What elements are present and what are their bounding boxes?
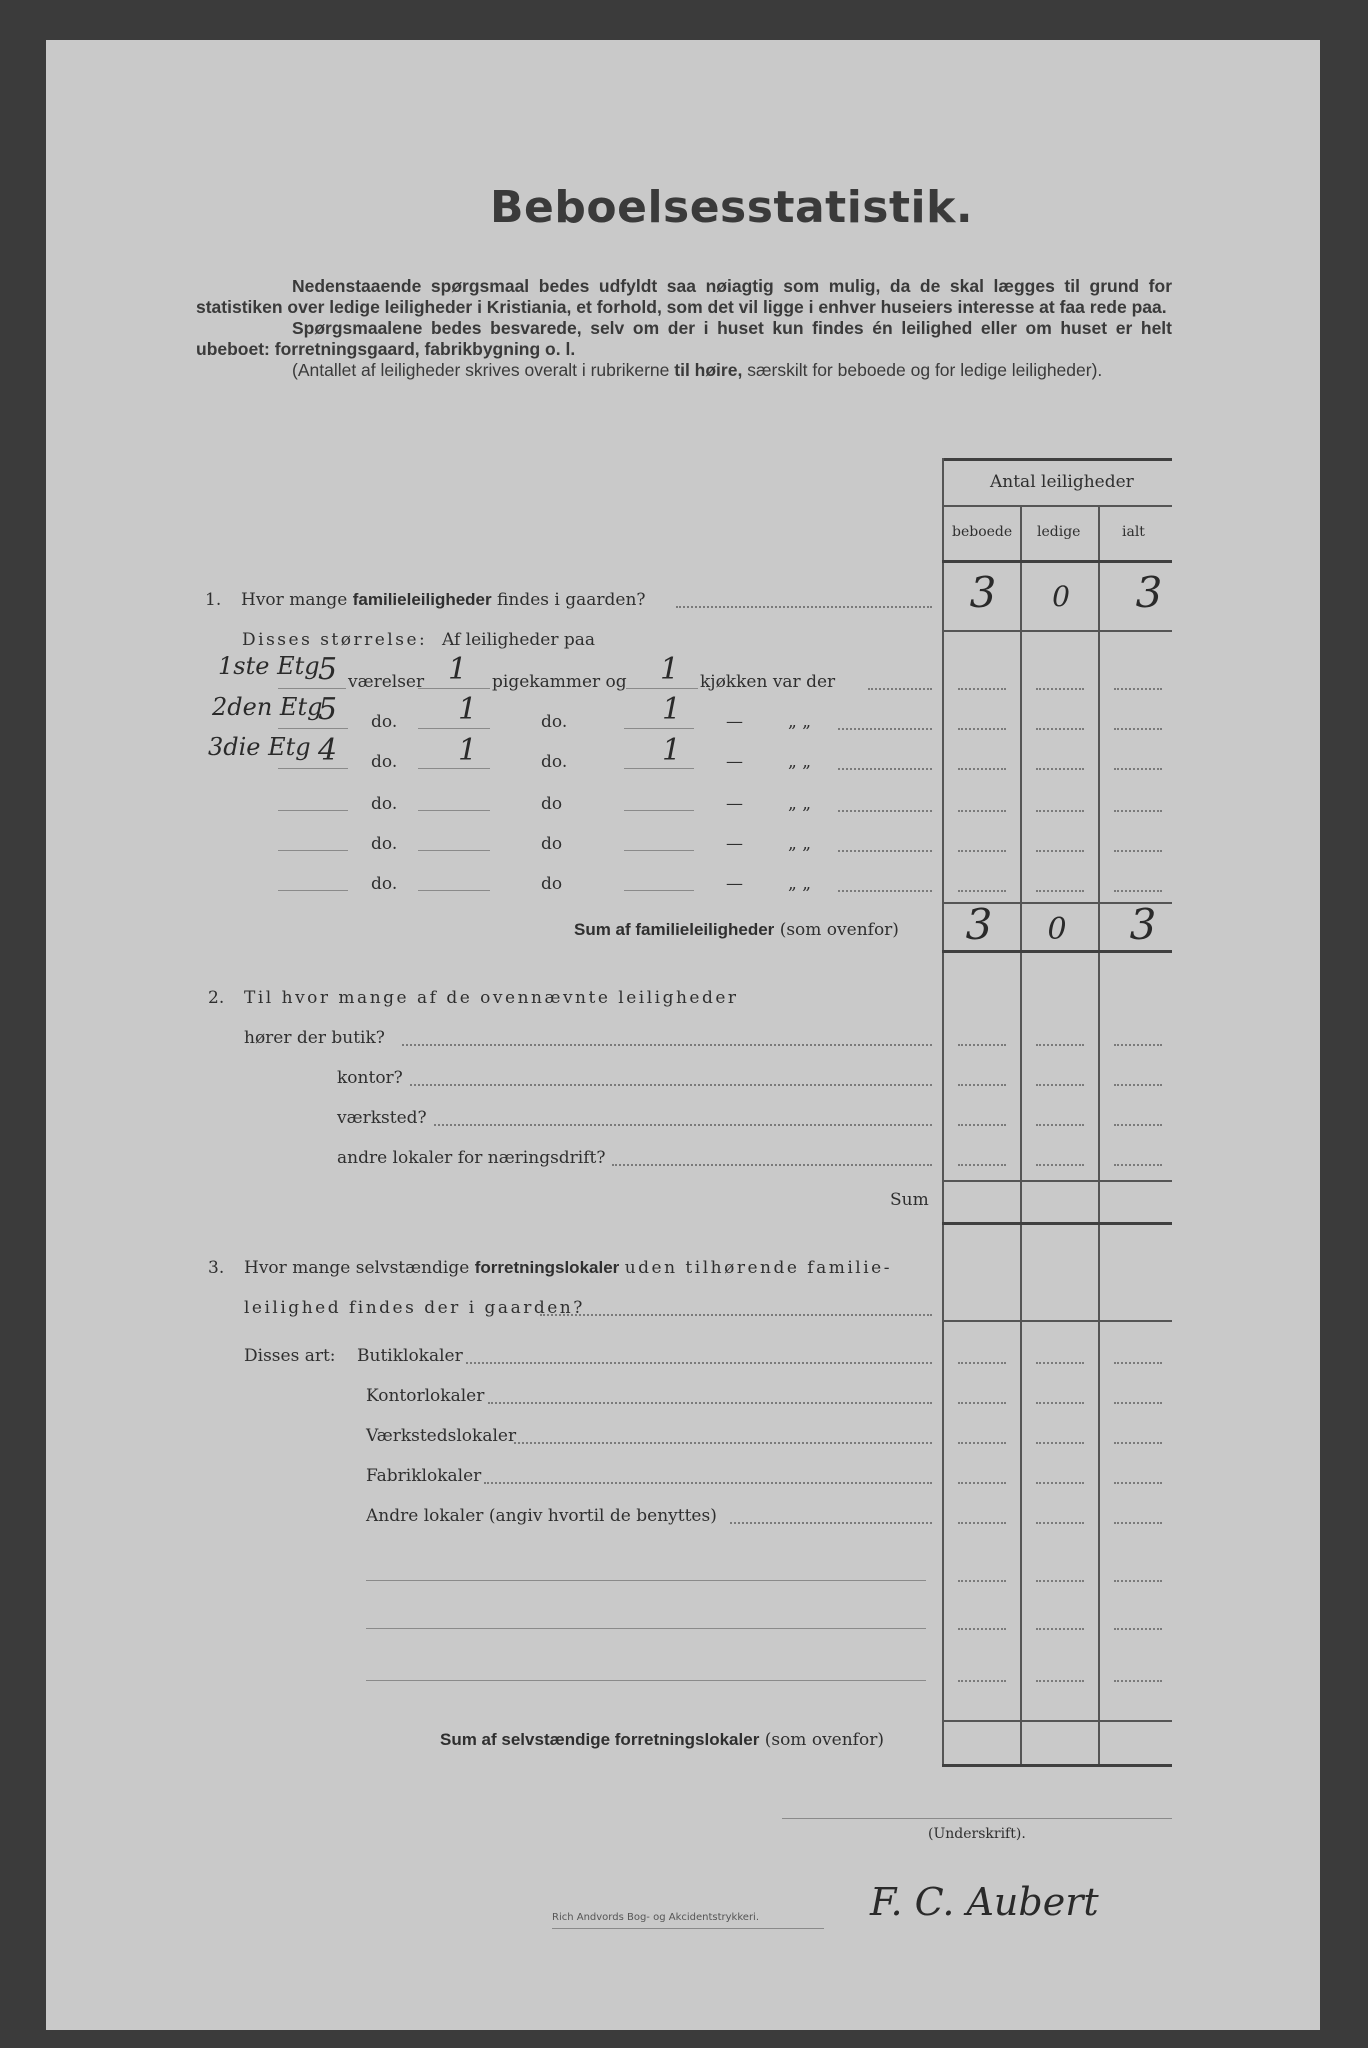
size-label: Disses størrelse: xyxy=(242,630,428,650)
q2-kontor-dots xyxy=(410,1084,932,1086)
row2-dot-leader xyxy=(838,728,932,730)
row6-kjokken-line xyxy=(624,890,694,891)
q3-line2-dots xyxy=(540,1314,932,1316)
row2-kjokken: 1 xyxy=(662,692,682,727)
cell-dots xyxy=(1036,1482,1084,1484)
q3-post: uden tilhørende familie- xyxy=(624,1258,892,1278)
q3-pre: Hvor mange selvstændige xyxy=(244,1258,470,1278)
q1-bold: familieleiligheder xyxy=(352,590,492,609)
row4-dot-leader xyxy=(838,810,932,812)
row3-kjokken-line xyxy=(624,768,694,769)
intro-paragraph-3 xyxy=(196,360,1172,381)
row5-dash: — xyxy=(726,834,743,854)
row1-kjokken: 1 xyxy=(660,652,680,687)
row1-pige-line xyxy=(418,688,490,689)
cell-dots xyxy=(958,768,1006,770)
intro-text xyxy=(196,276,1172,381)
printer-rule xyxy=(552,1928,824,1929)
cell-dots xyxy=(1114,850,1162,852)
sum3-bottom-rule xyxy=(942,1764,1172,1767)
row6-dot-leader xyxy=(838,890,932,892)
cell-dots xyxy=(1114,1628,1162,1630)
q3-line2: leilighed findes der i gaarden? xyxy=(244,1298,585,1318)
cell-dots xyxy=(1036,1580,1084,1582)
row2-do: do. xyxy=(371,712,398,732)
row1-pigekammer-label: pigekammer og xyxy=(492,672,627,692)
cell-dots xyxy=(1114,1442,1162,1444)
cell-dots xyxy=(1036,890,1084,892)
column-divider-1 xyxy=(1020,505,1022,1766)
q3-number: 3. xyxy=(208,1258,225,1278)
q3-andre: Andre lokaler (angiv hvortil de benyttes) xyxy=(366,1506,717,1526)
size-sub: Af leiligheder paa xyxy=(442,630,595,650)
row6-do: do. xyxy=(371,874,398,894)
q3-butik: Butiklokaler xyxy=(357,1346,463,1366)
q1-number: 1. xyxy=(205,590,222,610)
q1-ialt-value: 3 xyxy=(1135,568,1163,617)
cell-dots xyxy=(1114,688,1162,690)
sum3-label xyxy=(440,1730,884,1750)
row3-do-2: do. xyxy=(541,752,568,772)
cell-dots xyxy=(1036,728,1084,730)
row2-floor: 2den Etg xyxy=(212,693,323,721)
row4-dash: — xyxy=(726,794,743,814)
q2-vaerksted: værksted? xyxy=(337,1108,427,1128)
row1-kjokken-line xyxy=(626,688,698,689)
row2-pigekammer: 1 xyxy=(458,692,478,727)
cell-dots xyxy=(958,810,1006,812)
row1-vaerelser: værelser xyxy=(348,672,425,692)
row6-dash: — xyxy=(726,874,743,894)
row4-kjokken-line xyxy=(624,810,694,811)
cell-dots xyxy=(1036,768,1084,770)
cell-dots xyxy=(1114,1522,1162,1524)
signature-label: (Underskrift). xyxy=(928,1826,1026,1842)
cell-dots xyxy=(1114,728,1162,730)
sum2-label: Sum xyxy=(890,1190,929,1210)
q3-vaerksted-dots xyxy=(514,1442,932,1444)
q3-blank-line-2 xyxy=(366,1628,926,1629)
table-left-rule xyxy=(942,458,944,1766)
q1-pre: Hvor mange xyxy=(241,590,348,610)
cell-dots xyxy=(958,1124,1006,1126)
cell-dots xyxy=(1036,1084,1084,1086)
row5-ditto: „ „ xyxy=(788,834,812,854)
q2-text: Til hvor mange af de ovennævnte leiligheder xyxy=(244,988,739,1008)
q3-butik-dots xyxy=(466,1362,932,1364)
cell-dots xyxy=(958,688,1006,690)
cell-dots xyxy=(1114,1402,1162,1404)
row4-rooms-line xyxy=(278,810,348,811)
row6-ditto: „ „ xyxy=(788,874,812,894)
row5-rooms-line xyxy=(278,850,348,851)
cell-dots xyxy=(1114,768,1162,770)
cell-dots xyxy=(958,1362,1006,1364)
column-divider-2 xyxy=(1098,505,1100,1766)
row1-rooms-line xyxy=(278,688,346,689)
table-top-rule xyxy=(942,458,1172,461)
printer-imprint: Rich Andvords Bog- og Akcidentstrykkeri. xyxy=(552,1912,760,1923)
q1-text xyxy=(241,590,646,610)
row1-pigekammer: 1 xyxy=(448,652,468,687)
q1-rule xyxy=(942,630,1172,632)
sum1-bottom-rule xyxy=(942,950,1172,953)
q1-dot-leader xyxy=(676,606,932,608)
sum3-post: (som ovenfor) xyxy=(764,1730,884,1750)
row2-ditto: „ „ xyxy=(788,712,812,732)
cell-dots xyxy=(958,1580,1006,1582)
q2-vaerksted-dots xyxy=(434,1124,932,1126)
cell-dots xyxy=(1036,1522,1084,1524)
intro-p3-post: særskilt for beboede og for ledige leiligheder). xyxy=(747,360,1103,380)
cell-dots xyxy=(1114,1580,1162,1582)
table-title: Antal leiligheder xyxy=(990,472,1134,492)
q3-blank-line-3 xyxy=(366,1680,926,1681)
cell-dots xyxy=(1036,1044,1084,1046)
row3-pigekammer: 1 xyxy=(458,733,478,768)
cell-dots xyxy=(1036,850,1084,852)
row3-do: do. xyxy=(371,752,398,772)
cell-dots xyxy=(1114,890,1162,892)
row3-rooms-line xyxy=(278,768,348,769)
row3-floor: 3die Etg xyxy=(208,733,311,761)
row1-rooms: 5 xyxy=(318,652,338,687)
q2-number: 2. xyxy=(208,988,225,1008)
row3-rooms: 4 xyxy=(318,733,338,768)
cell-dots xyxy=(1036,688,1084,690)
col-ialt: ialt xyxy=(1122,524,1145,540)
row5-kjokken-line xyxy=(624,850,694,851)
q2-butik: hører der butik? xyxy=(244,1028,385,1048)
q3-andre-dots xyxy=(730,1522,932,1524)
cell-dots xyxy=(958,850,1006,852)
q3-text xyxy=(244,1258,892,1278)
cell-dots xyxy=(1036,1442,1084,1444)
cell-dots xyxy=(958,1044,1006,1046)
q1-ledige-value: 0 xyxy=(1052,580,1070,613)
sum1-ledige-value: 0 xyxy=(1047,912,1067,947)
q3-fabrik: Fabriklokaler xyxy=(366,1466,482,1486)
row4-pige-line xyxy=(418,810,490,811)
row3-ditto: „ „ xyxy=(788,752,812,772)
q2-andre-dots xyxy=(612,1164,932,1166)
row2-do-2: do. xyxy=(541,712,568,732)
row6-do-2: do xyxy=(541,874,563,894)
q3-kontor-dots xyxy=(488,1402,932,1404)
q1-beboede-value: 3 xyxy=(969,568,997,617)
intro-paragraph-2: Spørgsmaalene bedes besvarede, selv om der i huset kun findes én leilighed eller om huset er helt ubeboet: forretningsgaard, fabrikbygning o. l. xyxy=(196,318,1172,359)
cell-dots xyxy=(1036,1680,1084,1682)
cell-dots xyxy=(1036,810,1084,812)
q3-kontor: Kontorlokaler xyxy=(366,1386,485,1406)
row6-pige-line xyxy=(418,890,490,891)
cell-dots xyxy=(958,890,1006,892)
row1-dot-leader xyxy=(868,688,932,690)
row2-rooms-line xyxy=(278,728,348,729)
row5-pige-line xyxy=(418,850,490,851)
cell-dots xyxy=(1114,1164,1162,1166)
cell-dots xyxy=(958,1402,1006,1404)
sum1-ialt-value: 3 xyxy=(1129,900,1157,949)
row5-do-2: do xyxy=(541,834,563,854)
col-ledige: ledige xyxy=(1037,524,1081,540)
sum1-post: (som ovenfor) xyxy=(779,920,899,940)
cell-dots xyxy=(1114,1482,1162,1484)
q2-butik-dots xyxy=(402,1044,932,1046)
row4-do: do. xyxy=(371,794,398,814)
row5-dot-leader xyxy=(838,850,932,852)
row1-kjokken-label: kjøkken var der xyxy=(700,672,836,692)
cell-dots xyxy=(958,1084,1006,1086)
cell-dots xyxy=(958,1442,1006,1444)
sum2-top-rule xyxy=(942,1180,1172,1182)
signature-line xyxy=(782,1818,1172,1819)
cell-dots xyxy=(958,1628,1006,1630)
cell-dots xyxy=(1114,1362,1162,1364)
header-bottom-rule xyxy=(942,560,1172,563)
sum1-bold: Sum af familieleiligheder xyxy=(574,920,775,939)
q2-kontor: kontor? xyxy=(337,1068,403,1088)
cell-dots xyxy=(958,1482,1006,1484)
row2-dash: — xyxy=(726,712,743,732)
sum3-top-rule xyxy=(942,1720,1172,1722)
row2-kjokken-line xyxy=(624,728,694,729)
row3-pige-line xyxy=(418,768,490,769)
q3-bold: forretningslokaler xyxy=(474,1258,620,1277)
row2-pige-line xyxy=(418,728,490,729)
intro-p3-bold: til høire, xyxy=(674,360,743,380)
q3-rule xyxy=(942,1320,1172,1322)
cell-dots xyxy=(958,728,1006,730)
cell-dots xyxy=(958,1680,1006,1682)
q3-art-label: Disses art: xyxy=(244,1346,336,1366)
cell-dots xyxy=(1114,1084,1162,1086)
sum1-label xyxy=(574,920,899,940)
q3-fabrik-dots xyxy=(484,1482,932,1484)
sum2-bottom-rule xyxy=(942,1222,1172,1225)
handwritten-signature: F. C. Aubert xyxy=(870,1880,1099,1924)
row4-ditto: „ „ xyxy=(788,794,812,814)
cell-dots xyxy=(1036,1402,1084,1404)
cell-dots xyxy=(1114,1124,1162,1126)
cell-dots xyxy=(1036,1164,1084,1166)
q3-blank-line-1 xyxy=(366,1580,926,1581)
row3-kjokken: 1 xyxy=(662,733,682,768)
q1-post: findes i gaarden? xyxy=(497,590,646,610)
cell-dots xyxy=(1036,1124,1084,1126)
col-beboede: beboede xyxy=(952,524,1013,540)
cell-dots xyxy=(958,1164,1006,1166)
cell-dots xyxy=(958,1522,1006,1524)
row5-do: do. xyxy=(371,834,398,854)
q3-vaerksted: Værkstedslokaler xyxy=(366,1426,517,1446)
row4-do-2: do xyxy=(541,794,563,814)
cell-dots xyxy=(1114,1044,1162,1046)
sum3-bold: Sum af selvstændige forretningslokaler xyxy=(440,1730,760,1749)
row3-dot-leader xyxy=(838,768,932,770)
cell-dots xyxy=(1114,1680,1162,1682)
cell-dots xyxy=(1036,1362,1084,1364)
form-title: Beboelsesstatistik. xyxy=(490,182,974,233)
header-rule xyxy=(942,505,1172,507)
cell-dots xyxy=(1114,810,1162,812)
row2-rooms: 5 xyxy=(318,692,338,727)
row3-dash: — xyxy=(726,752,743,772)
q2-andre: andre lokaler for næringsdrift? xyxy=(337,1148,606,1168)
intro-p3-pre: (Antallet af leiligheder skrives overalt i rubrikerne xyxy=(292,360,670,380)
row6-rooms-line xyxy=(278,890,348,891)
intro-paragraph-1: Nedenstaaende spørgsmaal bedes udfyldt saa nøiagtig som mulig, da de skal lægges til grund for statistiken over ledige leiligheder i Kristiania, et forhold, som det vil ligge i enhver huseiers interesse at faa rede paa. xyxy=(196,276,1172,317)
row1-floor: 1ste Etg xyxy=(218,652,320,680)
cell-dots xyxy=(1036,1628,1084,1630)
sum1-beboede-value: 3 xyxy=(965,900,993,949)
